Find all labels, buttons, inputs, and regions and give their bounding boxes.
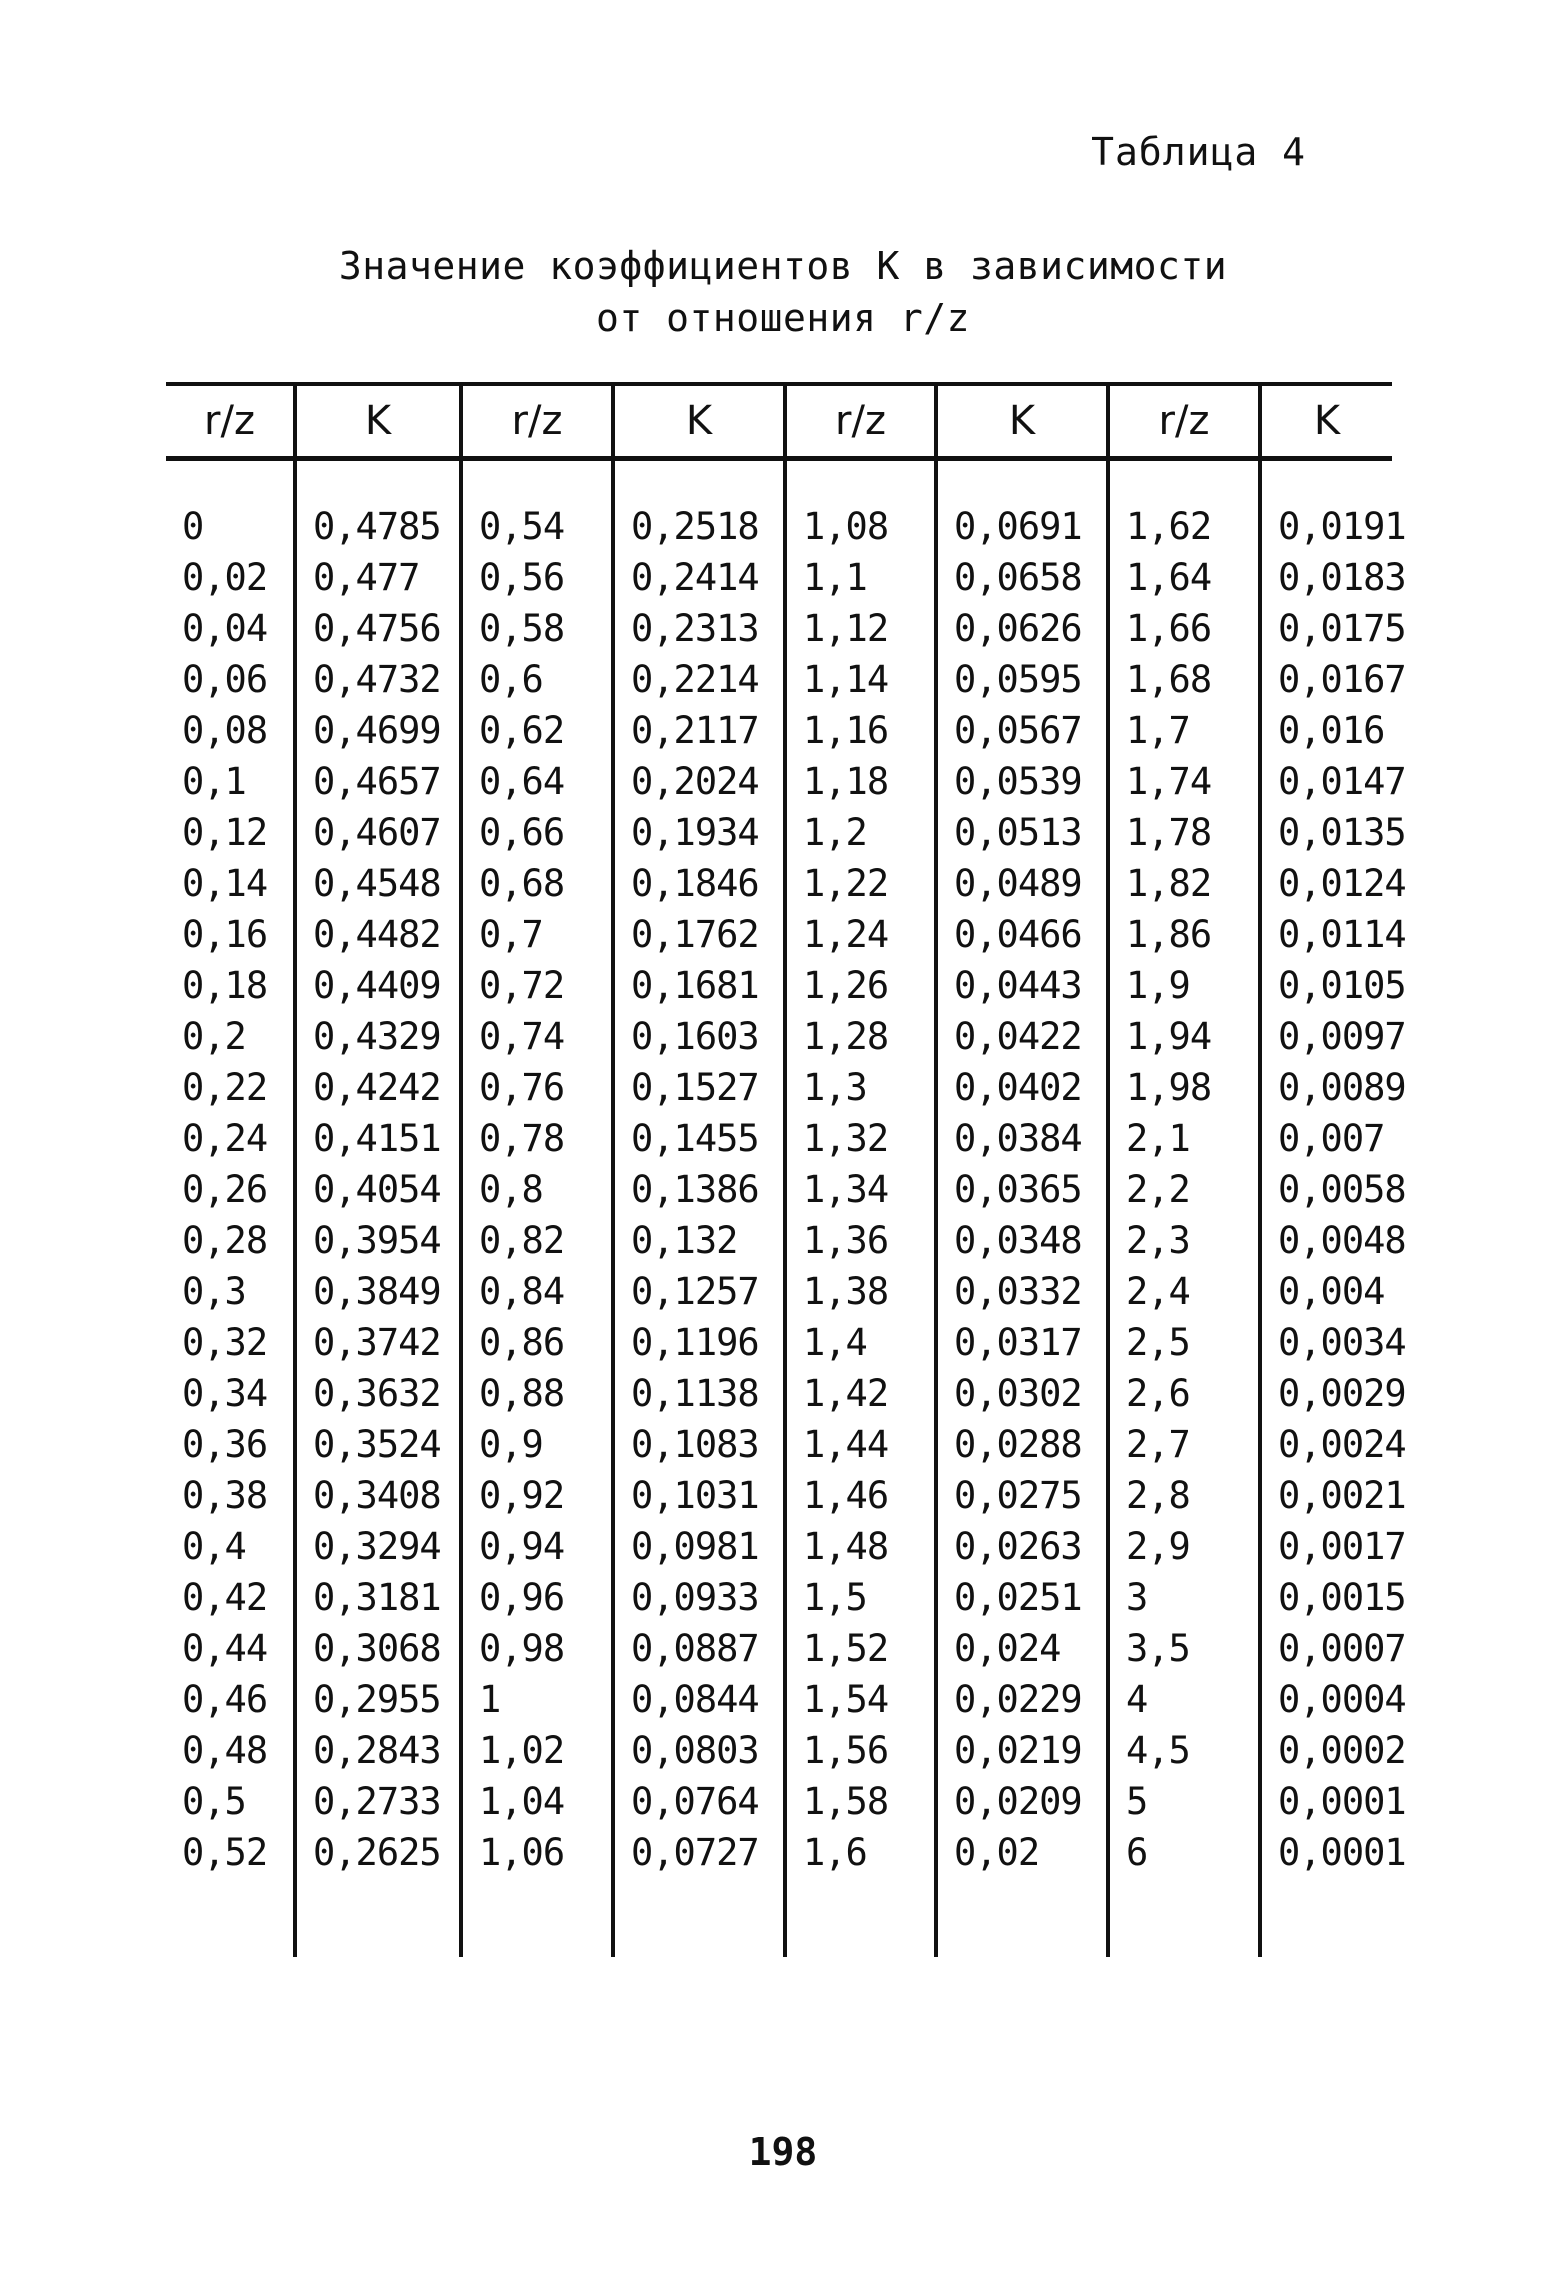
k-value-cell: 0,0595: [936, 654, 1108, 705]
ratio-cell: 1,66: [1108, 603, 1260, 654]
k-value-cell: 0,2117: [613, 705, 785, 756]
k-value-cell: 0,0029: [1260, 1368, 1392, 1419]
ratio-cell: 1,24: [785, 909, 936, 960]
k-value-cell: 0,132: [613, 1215, 785, 1266]
ratio-cell: 0,66: [461, 807, 613, 858]
table-row: [166, 1011, 1392, 1062]
ratio-cell: 4: [1108, 1674, 1260, 1725]
k-value-cell: 0,3849: [295, 1266, 461, 1317]
ratio-cell: 2,2: [1108, 1164, 1260, 1215]
table-row: [166, 1623, 1392, 1674]
title-line-2: от отношения r/z: [595, 296, 971, 340]
ratio-cell: 0,46: [182, 1678, 268, 1721]
filler-cell: [1108, 1878, 1260, 1957]
ratio-cell: 1,68: [1108, 654, 1260, 705]
ratio-cell: 0,34: [182, 1372, 268, 1415]
table-row: [166, 1470, 1392, 1521]
filler-cell: [936, 1878, 1108, 1957]
column-header-ratio: r/z: [461, 384, 613, 459]
ratio-cell: 0,6: [461, 654, 613, 705]
ratio-cell: 0,04: [182, 607, 268, 650]
table-row: [166, 654, 1392, 705]
ratio-cell: 1,82: [1108, 858, 1260, 909]
table-row: [166, 1317, 1392, 1368]
table-row: [166, 807, 1392, 858]
k-value-cell: 0,0097: [1260, 1011, 1392, 1062]
k-value-cell: 0,0402: [936, 1062, 1108, 1113]
ratio-cell: 1,44: [785, 1419, 936, 1470]
ratio-cell: 1,4: [785, 1317, 936, 1368]
ratio-cell: 1,98: [1108, 1062, 1260, 1113]
ratio-cell: 1,02: [461, 1725, 613, 1776]
k-value-cell: 0,007: [1260, 1113, 1392, 1164]
ratio-cell: 0,18: [182, 964, 268, 1007]
k-value-cell: 0,0466: [936, 909, 1108, 960]
k-value-cell: 0,1031: [613, 1470, 785, 1521]
page-number: 198: [748, 2130, 818, 2174]
table-row: [166, 1215, 1392, 1266]
k-value-cell: 0,0251: [936, 1572, 1108, 1623]
table-row: [166, 705, 1392, 756]
ratio-cell: 2,3: [1108, 1215, 1260, 1266]
k-value-cell: 0,02: [936, 1827, 1108, 1878]
ratio-cell: 1,1: [785, 552, 936, 603]
k-value-cell: 0,0191: [1260, 459, 1392, 553]
table-row: [166, 909, 1392, 960]
title-line-1: Значение коэффициентов К в зависимости: [338, 244, 1228, 288]
ratio-cell: 0,62: [461, 705, 613, 756]
table-row: [166, 858, 1392, 909]
ratio-cell: 1,3: [785, 1062, 936, 1113]
ratio-cell: 0,56: [461, 552, 613, 603]
k-value-cell: 0,0017: [1260, 1521, 1392, 1572]
k-value-cell: 0,4151: [295, 1113, 461, 1164]
ratio-cell: 2,9: [1108, 1521, 1260, 1572]
k-value-cell: 0,0513: [936, 807, 1108, 858]
ratio-cell: 0,5: [182, 1780, 246, 1823]
k-value-cell: 0,1196: [613, 1317, 785, 1368]
k-value-cell: 0,0803: [613, 1725, 785, 1776]
ratio-cell: 0,38: [182, 1474, 268, 1517]
k-value-cell: 0,024: [936, 1623, 1108, 1674]
k-value-cell: 0,0183: [1260, 552, 1392, 603]
k-value-cell: 0,4785: [295, 459, 461, 553]
k-value-cell: 0,016: [1260, 705, 1392, 756]
ratio-cell: 1,74: [1108, 756, 1260, 807]
ratio-cell: 0,32: [182, 1321, 268, 1364]
k-value-cell: 0,0844: [613, 1674, 785, 1725]
ratio-cell: 0,26: [182, 1168, 268, 1211]
ratio-cell: 0,52: [182, 1831, 268, 1874]
k-value-cell: 0,0317: [936, 1317, 1108, 1368]
k-value-cell: 0,4756: [295, 603, 461, 654]
ratio-cell: 1,14: [785, 654, 936, 705]
k-value-cell: 0,4482: [295, 909, 461, 960]
k-value-cell: 0,3068: [295, 1623, 461, 1674]
k-value-cell: 0,0275: [936, 1470, 1108, 1521]
k-value-cell: 0,4699: [295, 705, 461, 756]
ratio-cell: 1,5: [785, 1572, 936, 1623]
ratio-cell: 0,06: [182, 658, 268, 701]
filler-cell: [785, 1878, 936, 1957]
ratio-cell: 1,12: [785, 603, 936, 654]
ratio-cell: 1,52: [785, 1623, 936, 1674]
ratio-cell: 1,28: [785, 1011, 936, 1062]
k-value-cell: 0,0302: [936, 1368, 1108, 1419]
k-value-cell: 0,1762: [613, 909, 785, 960]
ratio-cell: 1,94: [1108, 1011, 1260, 1062]
k-value-cell: 0,0384: [936, 1113, 1108, 1164]
table-row: [166, 756, 1392, 807]
k-value-cell: 0,0626: [936, 603, 1108, 654]
ratio-cell: 1,32: [785, 1113, 936, 1164]
ratio-cell: 0,42: [182, 1576, 268, 1619]
k-value-cell: 0,0539: [936, 756, 1108, 807]
ratio-cell: 0,36: [182, 1423, 268, 1466]
k-value-cell: 0,0981: [613, 1521, 785, 1572]
k-value-cell: 0,0034: [1260, 1317, 1392, 1368]
k-value-cell: 0,0691: [936, 459, 1108, 553]
k-value-cell: 0,2733: [295, 1776, 461, 1827]
table-row: [166, 1368, 1392, 1419]
table-row: [166, 960, 1392, 1011]
k-value-cell: 0,2024: [613, 756, 785, 807]
ratio-cell: 0,68: [461, 858, 613, 909]
table-header-row: [166, 384, 1392, 459]
column-header-k: K: [1260, 384, 1392, 459]
k-value-cell: 0,3954: [295, 1215, 461, 1266]
filler-cell: [295, 1878, 461, 1957]
ratio-cell: 0,08: [182, 709, 268, 752]
k-value-cell: 0,0001: [1260, 1827, 1392, 1878]
k-value-cell: 0,0443: [936, 960, 1108, 1011]
k-value-cell: 0,0114: [1260, 909, 1392, 960]
k-value-cell: 0,0209: [936, 1776, 1108, 1827]
table-row: [166, 1521, 1392, 1572]
table-caption: Таблица 4: [1091, 130, 1306, 174]
ratio-cell: 1,48: [785, 1521, 936, 1572]
k-value-cell: 0,4607: [295, 807, 461, 858]
ratio-cell: 0,82: [461, 1215, 613, 1266]
ratio-cell: 0,7: [461, 909, 613, 960]
k-value-cell: 0,004: [1260, 1266, 1392, 1317]
ratio-cell: 0,96: [461, 1572, 613, 1623]
ratio-cell: 0,16: [182, 913, 268, 956]
ratio-cell: 0,84: [461, 1266, 613, 1317]
k-value-cell: 0,2214: [613, 654, 785, 705]
ratio-cell: 3: [1108, 1572, 1260, 1623]
ratio-cell: 0,24: [182, 1117, 268, 1160]
filler-cell: [1260, 1878, 1392, 1957]
ratio-cell: 1,46: [785, 1470, 936, 1521]
k-value-cell: 0,2625: [295, 1827, 461, 1878]
k-value-cell: 0,1138: [613, 1368, 785, 1419]
k-value-cell: 0,3294: [295, 1521, 461, 1572]
k-value-cell: 0,0365: [936, 1164, 1108, 1215]
table-row: [166, 1266, 1392, 1317]
table-row: [166, 1113, 1392, 1164]
ratio-cell: 0,98: [461, 1623, 613, 1674]
k-value-cell: 0,0422: [936, 1011, 1108, 1062]
k-value-cell: 0,4329: [295, 1011, 461, 1062]
coefficient-table-container: [166, 382, 1406, 1957]
ratio-cell: 0,76: [461, 1062, 613, 1113]
ratio-cell: 0,94: [461, 1521, 613, 1572]
ratio-cell: 0,2: [182, 1015, 246, 1058]
ratio-cell: 1,04: [461, 1776, 613, 1827]
ratio-cell: 6: [1108, 1827, 1260, 1878]
ratio-cell: 0,48: [182, 1729, 268, 1772]
filler-cell: [461, 1878, 613, 1957]
ratio-cell: 3,5: [1108, 1623, 1260, 1674]
k-value-cell: 0,0167: [1260, 654, 1392, 705]
table-row: [166, 1674, 1392, 1725]
ratio-cell: 1,54: [785, 1674, 936, 1725]
k-value-cell: 0,0007: [1260, 1623, 1392, 1674]
k-value-cell: 0,0764: [613, 1776, 785, 1827]
table-row: [166, 603, 1392, 654]
ratio-cell: 0,64: [461, 756, 613, 807]
k-value-cell: 0,1934: [613, 807, 785, 858]
k-value-cell: 0,3181: [295, 1572, 461, 1623]
k-value-cell: 0,1846: [613, 858, 785, 909]
k-value-cell: 0,0004: [1260, 1674, 1392, 1725]
ratio-cell: 0,72: [461, 960, 613, 1011]
ratio-cell: 1,62: [1108, 459, 1260, 553]
filler-cell: [166, 1878, 295, 1957]
ratio-cell: 1,42: [785, 1368, 936, 1419]
k-value-cell: 0,3632: [295, 1368, 461, 1419]
ratio-cell: 0,74: [461, 1011, 613, 1062]
k-value-cell: 0,2843: [295, 1725, 461, 1776]
ratio-cell: 0,12: [182, 811, 268, 854]
k-value-cell: 0,0727: [613, 1827, 785, 1878]
k-value-cell: 0,0001: [1260, 1776, 1392, 1827]
table-body: [166, 459, 1406, 1958]
ratio-cell: 0,4: [182, 1525, 246, 1568]
ratio-cell: 1,6: [785, 1827, 936, 1878]
k-value-cell: 0,1527: [613, 1062, 785, 1113]
ratio-cell: 0,88: [461, 1368, 613, 1419]
ratio-cell: 1,36: [785, 1215, 936, 1266]
ratio-cell: 0,28: [182, 1219, 268, 1262]
k-value-cell: 0,0002: [1260, 1725, 1392, 1776]
ratio-cell: 0,78: [461, 1113, 613, 1164]
ratio-cell: 4,5: [1108, 1725, 1260, 1776]
ratio-cell: 1,58: [785, 1776, 936, 1827]
column-header-ratio: r/z: [166, 384, 295, 459]
ratio-cell: 2,5: [1108, 1317, 1260, 1368]
k-value-cell: 0,2955: [295, 1674, 461, 1725]
k-value-cell: 0,4548: [295, 858, 461, 909]
table-title: [0, 240, 1566, 344]
ratio-cell: 1,06: [461, 1827, 613, 1878]
ratio-cell: 0,9: [461, 1419, 613, 1470]
k-value-cell: 0,0048: [1260, 1215, 1392, 1266]
column-header-ratio: r/z: [785, 384, 936, 459]
column-header-k: K: [295, 384, 461, 459]
ratio-cell: 2,4: [1108, 1266, 1260, 1317]
k-value-cell: 0,4732: [295, 654, 461, 705]
ratio-cell: 2,6: [1108, 1368, 1260, 1419]
k-value-cell: 0,1455: [613, 1113, 785, 1164]
ratio-cell: 0,58: [461, 603, 613, 654]
k-value-cell: 0,0058: [1260, 1164, 1392, 1215]
filler-cell: [613, 1878, 785, 1957]
k-value-cell: 0,0124: [1260, 858, 1392, 909]
ratio-cell: 1,34: [785, 1164, 936, 1215]
k-value-cell: 0,1681: [613, 960, 785, 1011]
k-value-cell: 0,1257: [613, 1266, 785, 1317]
column-header-k: K: [613, 384, 785, 459]
ratio-cell: 0,1: [182, 760, 246, 803]
ratio-cell: 0,8: [461, 1164, 613, 1215]
k-value-cell: 0,0135: [1260, 807, 1392, 858]
ratio-cell: 0: [182, 505, 204, 548]
ratio-cell: 0,14: [182, 862, 268, 905]
column-header-ratio: r/z: [1108, 384, 1260, 459]
table-row: [166, 1725, 1392, 1776]
k-value-cell: 0,0263: [936, 1521, 1108, 1572]
ratio-cell: 1,56: [785, 1725, 936, 1776]
k-value-cell: 0,4409: [295, 960, 461, 1011]
ratio-cell: 0,02: [182, 556, 268, 599]
table-row: [166, 1572, 1392, 1623]
k-value-cell: 0,0229: [936, 1674, 1108, 1725]
ratio-cell: 0,3: [182, 1270, 246, 1313]
k-value-cell: 0,0024: [1260, 1419, 1392, 1470]
table-row: [166, 1164, 1392, 1215]
k-value-cell: 0,0348: [936, 1215, 1108, 1266]
k-value-cell: 0,3524: [295, 1419, 461, 1470]
ratio-cell: 1,16: [785, 705, 936, 756]
k-value-cell: 0,0147: [1260, 756, 1392, 807]
k-value-cell: 0,0089: [1260, 1062, 1392, 1113]
k-value-cell: 0,0021: [1260, 1470, 1392, 1521]
ratio-cell: 1,2: [785, 807, 936, 858]
k-value-cell: 0,0219: [936, 1725, 1108, 1776]
table-row: [166, 1827, 1392, 1878]
coefficient-table: [166, 382, 1406, 1957]
k-value-cell: 0,1083: [613, 1419, 785, 1470]
ratio-cell: 5: [1108, 1776, 1260, 1827]
ratio-cell: 0,54: [461, 459, 613, 553]
k-value-cell: 0,0658: [936, 552, 1108, 603]
k-value-cell: 0,3408: [295, 1470, 461, 1521]
ratio-cell: 1,9: [1108, 960, 1260, 1011]
ratio-cell: 1,86: [1108, 909, 1260, 960]
ratio-cell: 2,1: [1108, 1113, 1260, 1164]
k-value-cell: 0,0175: [1260, 603, 1392, 654]
ratio-cell: 2,7: [1108, 1419, 1260, 1470]
table-row: [166, 459, 1392, 553]
table-row: [166, 1776, 1392, 1827]
k-value-cell: 0,2414: [613, 552, 785, 603]
k-value-cell: 0,0015: [1260, 1572, 1392, 1623]
k-value-cell: 0,4657: [295, 756, 461, 807]
k-value-cell: 0,3742: [295, 1317, 461, 1368]
ratio-cell: 1,78: [1108, 807, 1260, 858]
k-value-cell: 0,0332: [936, 1266, 1108, 1317]
ratio-cell: 0,44: [182, 1627, 268, 1670]
k-value-cell: 0,0288: [936, 1419, 1108, 1470]
ratio-cell: 0,92: [461, 1470, 613, 1521]
ratio-cell: 1,22: [785, 858, 936, 909]
k-value-cell: 0,1386: [613, 1164, 785, 1215]
k-value-cell: 0,0105: [1260, 960, 1392, 1011]
k-value-cell: 0,4054: [295, 1164, 461, 1215]
k-value-cell: 0,0887: [613, 1623, 785, 1674]
ratio-cell: 1,64: [1108, 552, 1260, 603]
k-value-cell: 0,2313: [613, 603, 785, 654]
k-value-cell: 0,1603: [613, 1011, 785, 1062]
table-row: [166, 1419, 1392, 1470]
k-value-cell: 0,2518: [613, 459, 785, 553]
ratio-cell: 1,38: [785, 1266, 936, 1317]
ratio-cell: 1,08: [785, 459, 936, 553]
column-header-k: K: [936, 384, 1108, 459]
k-value-cell: 0,0567: [936, 705, 1108, 756]
k-value-cell: 0,0489: [936, 858, 1108, 909]
ratio-cell: 0,86: [461, 1317, 613, 1368]
ratio-cell: 2,8: [1108, 1470, 1260, 1521]
table-row: [166, 552, 1392, 603]
ratio-cell: 1,7: [1108, 705, 1260, 756]
k-value-cell: 0,4242: [295, 1062, 461, 1113]
table-row: [166, 1062, 1392, 1113]
ratio-cell: 1: [461, 1674, 613, 1725]
ratio-cell: 1,18: [785, 756, 936, 807]
k-value-cell: 0,0933: [613, 1572, 785, 1623]
ratio-cell: 0,22: [182, 1066, 268, 1109]
k-value-cell: 0,477: [295, 552, 461, 603]
table-filler-row: [166, 1878, 1392, 1957]
ratio-cell: 1,26: [785, 960, 936, 1011]
